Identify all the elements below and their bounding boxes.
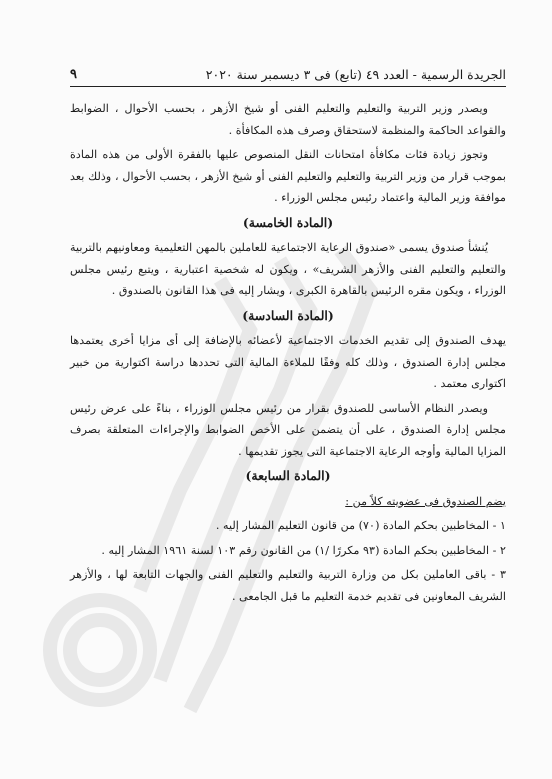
paragraph-regulations: ويصدر وزير التربية والتعليم والتعليم الفنى أو شيخ الأزهر ، بحسب الأحوال ، الضوابط والقواعد الحاكمة والمنظمة لاستحقاق وصرف هذه المكافأة . (70, 102, 506, 137)
page-header (70, 62, 506, 87)
paragraph-fund-purpose: يهدف الصندوق إلى تقديم الخدمات الاجتماعية لأعضائه بالإضافة إلى أى مزايا أخرى يعتمدها مجلس إدارة الصندوق ، وذلك كله وفقًا للملاءة المالية التى تحددها دراسة اكتوارية من خبير اكتوارى معتمد . (70, 334, 506, 390)
paragraph-fund-bylaws: ويصدر النظام الأساسى للصندوق بقرار من رئيس مجلس الوزراء ، بناءً على عرض رئيس مجلس إدارة الصندوق ، على أن يتضمن على الأخص الضوابط والإجراءات المتعلقة بصرف المزايا المالية وأوجه الرعاية الاجتماعية التى يجوز تقديمها . (70, 401, 506, 458)
membership-intro-text: يضم الصندوق فى عضويته كلاً من : (345, 494, 506, 508)
list-item-3: ٣ - باقى العاملين بكل من وزارة التربية والتعليم والتعليم الفنى والجهات التابعة لها ، والأزهر الشريف المعاونين فى تقديم خدمة التعليم ما قبل الجامعى . (70, 568, 506, 603)
article-7-heading: (المادة السابعة) (245, 468, 331, 483)
paragraph-reward-increase: وتجوز زيادة فئات مكافأة امتحانات النقل المنصوص عليها بالفقرة الأولى من هذه المادة بموجب قرار من وزير التربية والتعليم والتعليم الفنى أو شيخ الأزهر ، بحسب الأحوال ، وذلك بعد موافقة وزير المالية واعتماد رئيس مجلس الوزراء . (70, 148, 506, 204)
article-6-heading: (المادة السادسة) (242, 307, 334, 323)
list-item-1: ١ - المخاطبين بحكم المادة (٧٠) من قانون التعليم المشار إليه . (215, 519, 506, 532)
paragraph-fund-establishment: يُنشأ صندوق يسمى «صندوق الرعاية الاجتماعية للعاملين بالمهن التعليمية ومعاونيهم بالتربية والتعليم والتعليم الفنى والأزهر الشريف» ، ويكون له شخصية اعتبارية ، ويتبع رئيس مجلس الوزراء ، ويكون مقره الرئيس بالقاهرة الكبرى ، ويشار إليه فى هذا القانون بالصندوق . (70, 241, 506, 297)
article-5-heading: (المادة الخامسة) (242, 214, 334, 230)
list-item-2: ٢ - المخاطبين بحكم المادة (٩٣ مكررًا /١) من القانون رقم ١٠٣ لسنة ١٩٦١ المشار إليه . (101, 543, 506, 557)
document-body (70, 98, 506, 610)
paragraph-membership-intro (70, 491, 506, 513)
page-number: ٩ (70, 66, 77, 82)
header-title: الجريدة الرسمية - العدد ٤٩ (تابع) فى ٣ ديسمبر سنة ٢٠٢٠ (205, 66, 506, 82)
